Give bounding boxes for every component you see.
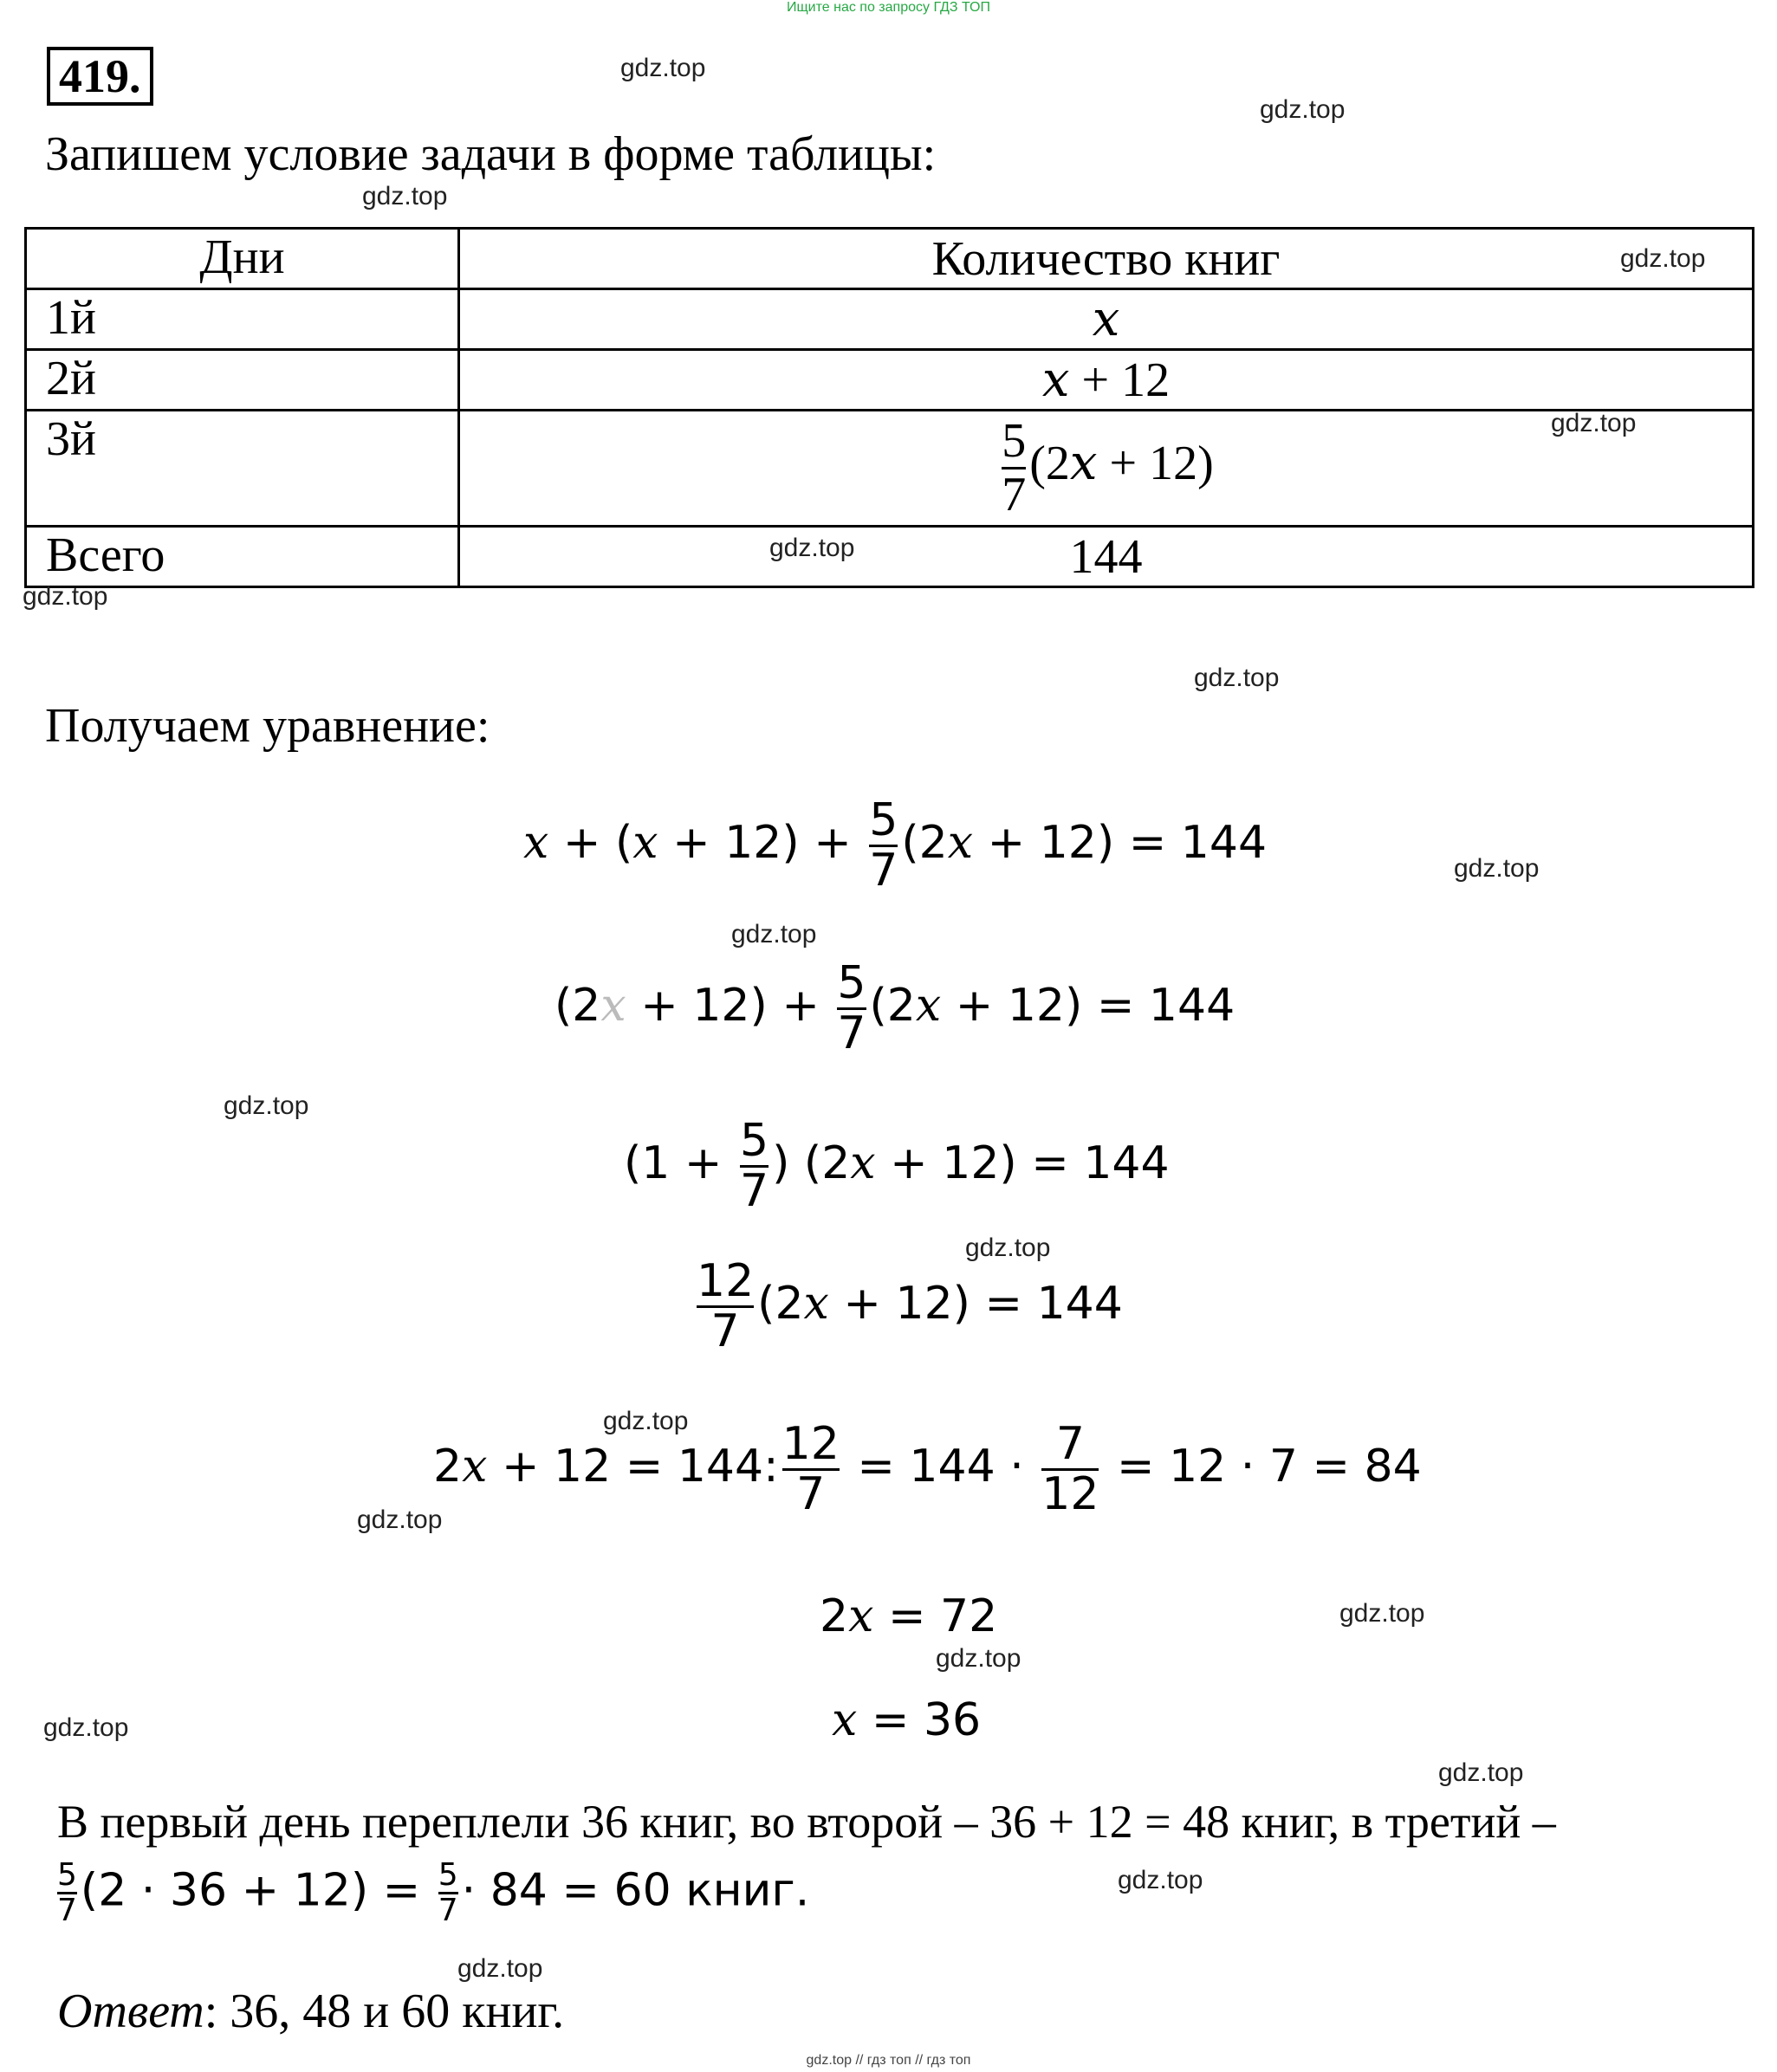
watermark: gdz.top	[1454, 854, 1540, 883]
watermark: gdz.top	[224, 1091, 309, 1120]
paren-start: (2	[1029, 437, 1070, 491]
frac-num: 12	[781, 1418, 840, 1470]
var-x: x	[1041, 352, 1070, 408]
row-day: 2й	[26, 350, 459, 411]
eq-part: + 12 = 144:	[501, 1441, 779, 1493]
watermark: gdz.top	[1438, 1758, 1524, 1787]
fraction	[438, 1859, 458, 1927]
watermark: gdz.top	[357, 1505, 443, 1534]
watermark: gdz.top	[620, 54, 706, 82]
var-x: x	[947, 817, 974, 870]
eq-part: + 12) +	[672, 817, 852, 870]
watermark: gdz.top	[769, 534, 855, 562]
watermark: gdz.top	[1339, 1599, 1425, 1628]
intro-text: Запишем условие задачи в форме таблицы:	[45, 127, 937, 181]
watermark: gdz.top	[43, 1713, 129, 1742]
row-day: 1й	[26, 289, 459, 350]
equation-5	[433, 1418, 1422, 1520]
table-row	[26, 527, 1754, 587]
table-row	[26, 350, 1754, 411]
final-answer	[57, 1984, 564, 2039]
frac-den: 7	[438, 1892, 458, 1928]
frac-den: 7	[837, 1007, 866, 1059]
eq-part: (2	[757, 1278, 804, 1331]
var-x: x	[850, 1137, 876, 1190]
var-x: x	[600, 980, 626, 1033]
var-x: x	[632, 817, 658, 870]
var-x: x	[803, 1278, 829, 1331]
equation-4	[693, 1255, 1123, 1357]
frac-num: 7	[1055, 1418, 1085, 1470]
eq-part: ) (2	[772, 1137, 851, 1190]
var-x: x	[832, 1694, 858, 1746]
fraction	[1041, 1418, 1099, 1520]
watermark: gdz.top	[1194, 664, 1280, 692]
equation-7	[832, 1694, 981, 1746]
eq-part: = 12 · 7 = 84	[1116, 1441, 1422, 1493]
condition-table	[24, 227, 1754, 588]
footer-links[interactable]: gdz.top // гдз топ // гдз топ	[806, 2053, 971, 2068]
frac-num: 5	[57, 1857, 77, 1893]
watermark: gdz.top	[603, 1407, 689, 1435]
eq-part: 2	[820, 1590, 849, 1642]
eq-part: = 144 ·	[857, 1441, 1024, 1493]
row-value: 144	[459, 527, 1754, 587]
eq-part: + (	[562, 817, 633, 870]
row-day: Всего	[26, 527, 459, 587]
header-books: Количество книг	[459, 229, 1754, 289]
fraction	[869, 794, 898, 897]
equation-1	[523, 794, 1268, 897]
watermark: gdz.top	[23, 582, 108, 611]
frac-den: 12	[1041, 1467, 1099, 1520]
row-value	[459, 350, 1754, 411]
header-days: Дни	[26, 229, 459, 289]
answer-part: (2 · 36 + 12) =	[80, 1864, 421, 1917]
eq-part: (2	[869, 980, 916, 1033]
equation-2	[555, 957, 1235, 1059]
fraction	[1002, 416, 1026, 521]
frac-num: 5	[1002, 414, 1027, 469]
eq-part: 2	[433, 1441, 463, 1493]
final-label: Ответ	[57, 1985, 204, 2038]
equation-3	[624, 1115, 1170, 1217]
watermark: gdz.top	[362, 182, 448, 210]
watermark: gdz.top	[1551, 409, 1637, 437]
equation-intro: Получаем уравнение:	[45, 699, 490, 753]
eq-part: + 12) = 144	[955, 980, 1235, 1033]
eq-part: + 12) +	[640, 980, 820, 1033]
paren-tail: + 12)	[1109, 437, 1214, 491]
var-x: x	[523, 817, 549, 870]
eq-part: + 12) = 144	[843, 1278, 1123, 1331]
problem-number: 419.	[47, 47, 153, 106]
table-row	[26, 289, 1754, 350]
watermark: gdz.top	[457, 1954, 543, 1983]
answer-part: · 84 = 60 книг.	[461, 1864, 810, 1917]
var-x: x	[915, 980, 942, 1033]
watermark: gdz.top	[731, 920, 817, 949]
frac-den: 7	[782, 1468, 840, 1518]
watermark: gdz.top	[1620, 244, 1706, 273]
frac-den: 7	[869, 844, 898, 897]
row-day: 3й	[26, 411, 459, 527]
eq-part: + 12) = 144	[987, 817, 1268, 870]
eq-part: = 36	[871, 1694, 982, 1746]
var-x: x	[1092, 291, 1120, 347]
final-text: : 36, 48 и 60 книг.	[204, 1985, 565, 2038]
frac-num: 5	[438, 1857, 458, 1893]
top-banner[interactable]: Ищите нас по запросу ГДЗ ТОП	[787, 0, 990, 15]
table-row	[26, 411, 1754, 527]
eq-part: + 12) = 144	[890, 1137, 1170, 1190]
frac-den: 7	[697, 1305, 754, 1356]
frac-num: 5	[869, 794, 898, 846]
watermark: gdz.top	[1260, 95, 1346, 124]
frac-num: 12	[697, 1255, 755, 1307]
fraction	[837, 957, 866, 1059]
plus-12: + 12	[1081, 353, 1171, 407]
frac-den: 7	[57, 1892, 77, 1928]
frac-den: 7	[1002, 468, 1027, 521]
var-x: x	[1069, 435, 1098, 492]
fraction	[57, 1859, 77, 1927]
fraction	[740, 1115, 769, 1217]
fraction	[697, 1255, 755, 1357]
frac-num: 5	[740, 1115, 769, 1167]
eq-part: (1 +	[624, 1137, 723, 1190]
var-x: x	[462, 1441, 488, 1493]
fraction	[781, 1418, 840, 1520]
eq-part: (2	[555, 980, 601, 1033]
eq-part: = 72	[887, 1590, 998, 1642]
watermark: gdz.top	[1118, 1866, 1203, 1894]
answer-line-1: В первый день переплели 36 книг, во второй – 36 + 12 = 48 книг, в третий –	[57, 1796, 1556, 1848]
eq-part: (2	[901, 817, 948, 870]
equation-6	[820, 1590, 997, 1642]
answer-line-2	[54, 1859, 809, 1927]
watermark: gdz.top	[936, 1644, 1021, 1673]
var-x: x	[848, 1590, 874, 1642]
frac-num: 5	[837, 957, 866, 1009]
row-value	[459, 289, 1754, 350]
frac-den: 7	[740, 1164, 769, 1217]
table-header-row	[26, 229, 1754, 289]
watermark: gdz.top	[965, 1233, 1051, 1262]
